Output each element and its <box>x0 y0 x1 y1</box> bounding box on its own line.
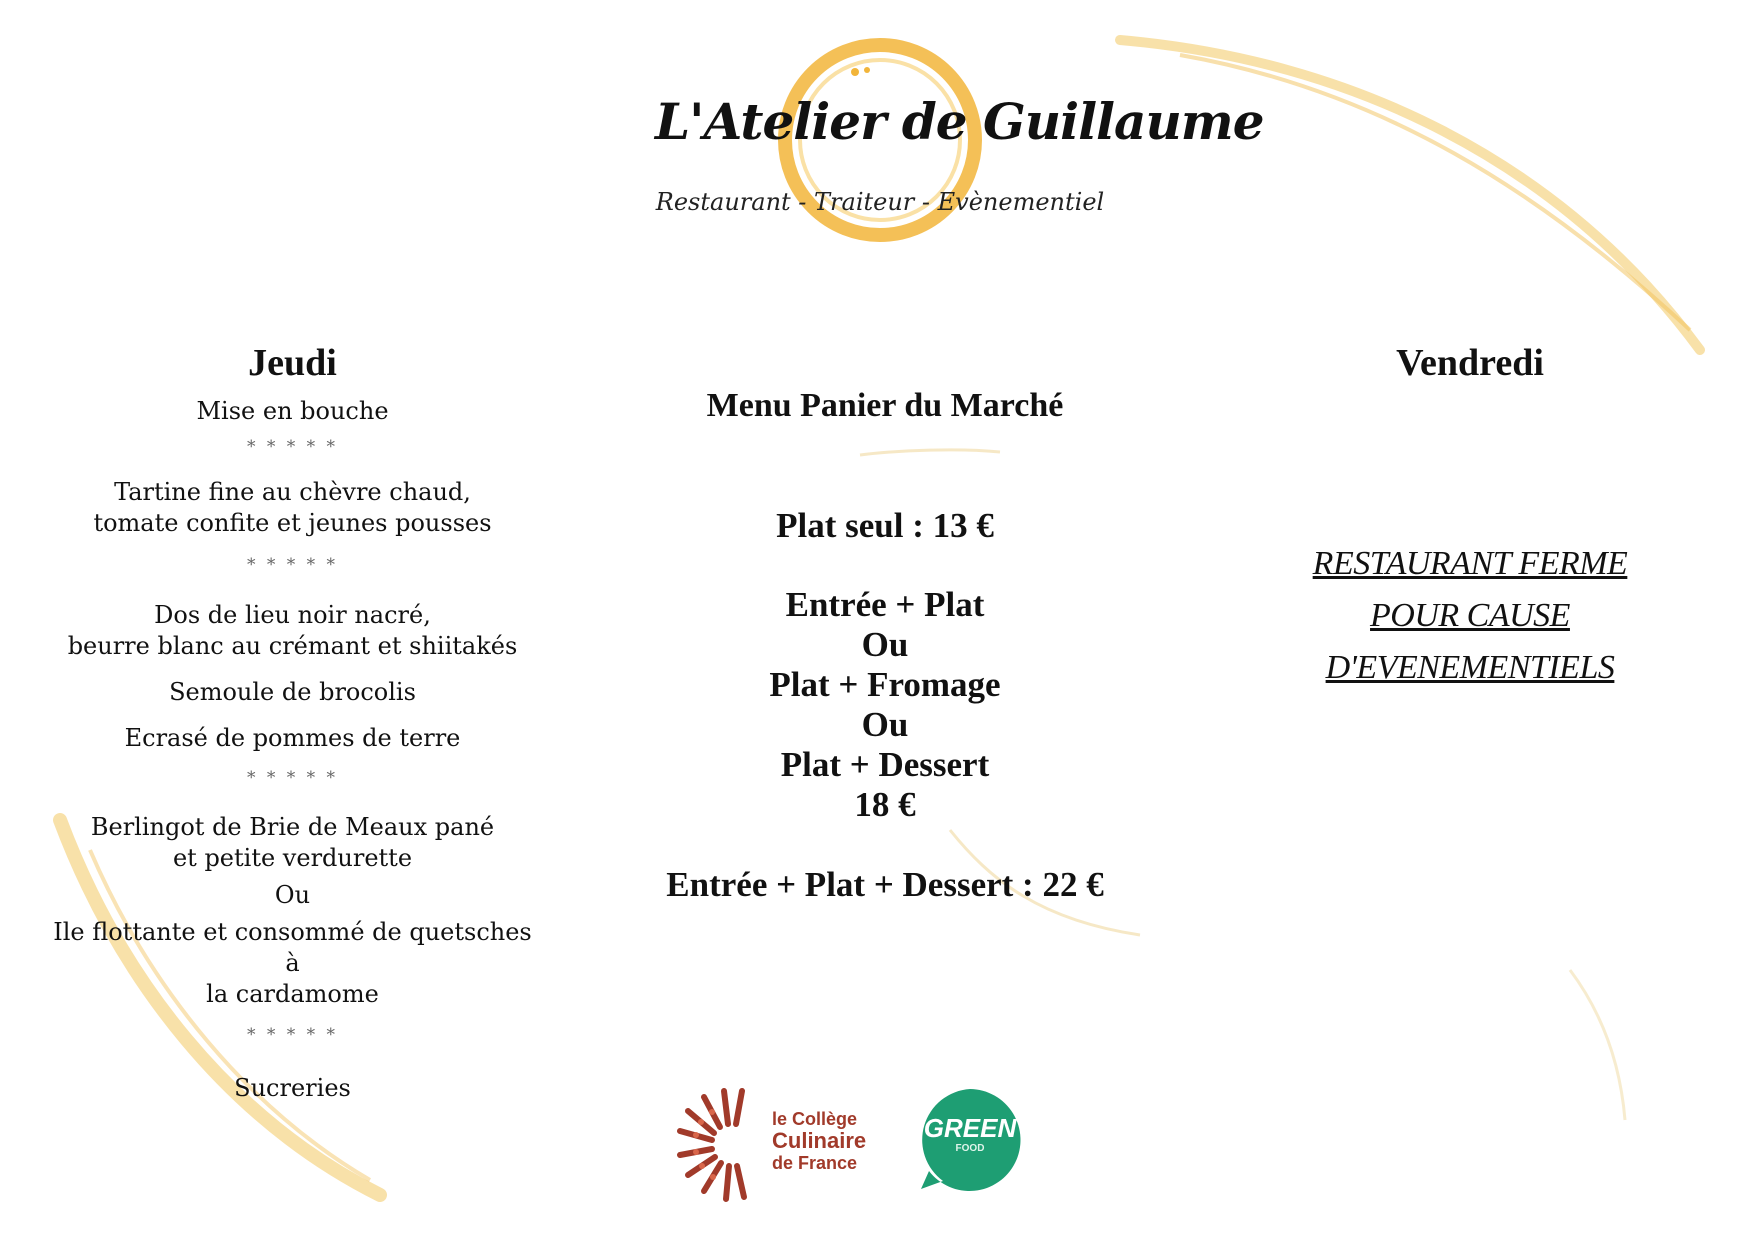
menu-item-side-1: Semoule de brocolis <box>169 678 416 706</box>
market-basket-menu <box>620 385 1150 905</box>
day-title-thursday: Jeudi <box>248 342 337 384</box>
logo-tagline: Restaurant - Traiteur - Evènementiel <box>655 188 1105 216</box>
logo-name: L'Atelier de Guillaume <box>655 92 1264 151</box>
combo-or: Ou <box>861 705 909 744</box>
price-plat-seul: Plat seul : 13 € <box>776 506 994 545</box>
college-culinaire-logo <box>672 1080 872 1210</box>
college-name-line3: de France <box>772 1153 858 1173</box>
menu-item-amuse: Mise en bouche <box>196 397 389 425</box>
menu-item-or: Ou <box>274 881 311 909</box>
closed-notice-line2: POUR CAUSE <box>1370 597 1570 634</box>
college-name <box>772 1108 882 1174</box>
menu-item-dessert-line2: la cardamome <box>206 980 379 1008</box>
separator: * * * * * <box>246 555 339 575</box>
green-food-logo <box>915 1085 1025 1195</box>
thursday-menu <box>45 340 540 1104</box>
menu-item-sweets: Sucreries <box>234 1074 351 1102</box>
college-name-line1: le Collège <box>772 1109 858 1129</box>
separator: * * * * * <box>246 768 339 788</box>
menu-item-cheese-line1: Berlingot de Brie de Meaux pané <box>90 813 495 841</box>
closed-notice-line1: RESTAURANT FERME <box>1312 545 1628 582</box>
menu-item-main-line1: Dos de lieu noir nacré, <box>154 601 431 629</box>
separator: * * * * * <box>246 1025 339 1045</box>
combo-starter-main: Entrée + Plat <box>785 585 985 624</box>
separator: * * * * * <box>246 437 339 457</box>
college-sunburst-icon <box>672 1080 772 1210</box>
menu-item-starter-line2: tomate confite et jeunes pousses <box>93 509 492 537</box>
menu-item-starter-line1: Tartine fine au chèvre chaud, <box>114 478 471 506</box>
day-title-friday: Vendredi <box>1396 342 1544 384</box>
friday-menu <box>1265 340 1675 694</box>
menu-item-cheese-line2: et petite verdurette <box>172 844 413 872</box>
menu-item-dessert-line1: Ile flottante et consommé de quetsches à <box>53 918 532 977</box>
price-full-menu: Entrée + Plat + Dessert : 22 € <box>666 865 1104 904</box>
closed-notice-line3: D'EVENEMENTIELS <box>1325 649 1615 686</box>
green-label: GREEN <box>923 1113 1017 1143</box>
restaurant-logo <box>655 30 1264 250</box>
combo-main-cheese: Plat + Fromage <box>769 665 1001 704</box>
menu-title: Menu Panier du Marché <box>706 387 1064 424</box>
menu-item-side-2: Ecrasé de pommes de terre <box>124 724 461 752</box>
menu-item-main-line2: beurre blanc au crémant et shiitakés <box>67 632 518 660</box>
combo-or: Ou <box>861 625 909 664</box>
college-name-line2: Culinaire <box>772 1128 867 1153</box>
green-sublabel: FOOD <box>955 1143 985 1154</box>
combo-main-dessert: Plat + Dessert <box>780 745 990 784</box>
combo-price: 18 € <box>854 785 916 824</box>
